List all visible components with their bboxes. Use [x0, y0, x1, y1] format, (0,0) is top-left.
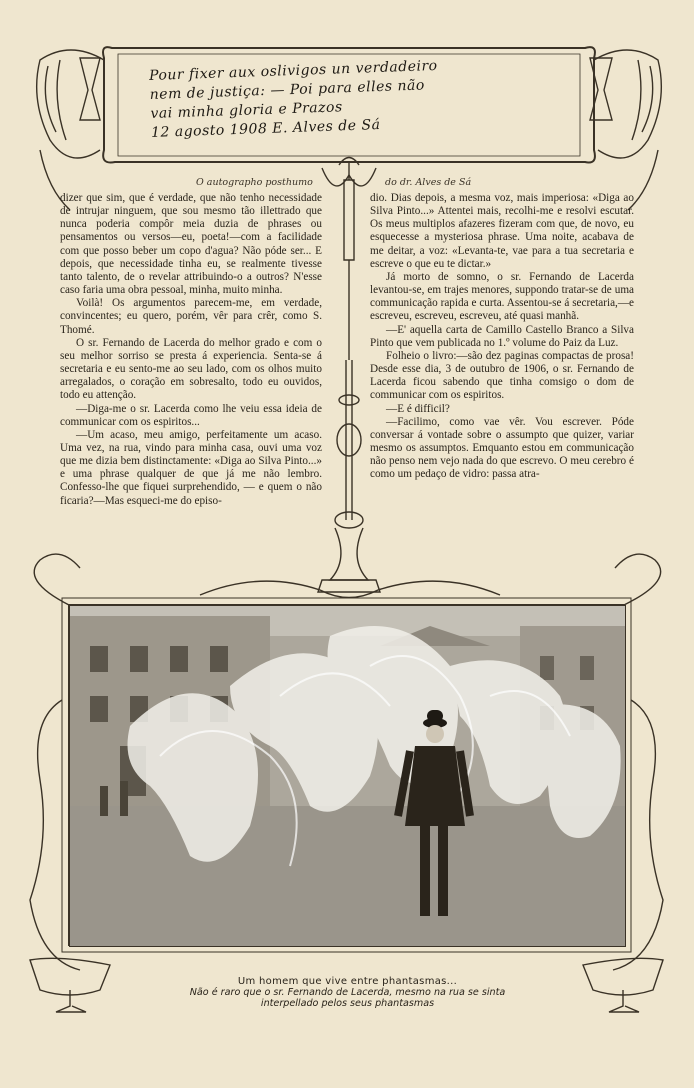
paragraph: —Diga-me o sr. Lacerda como lhe veiu essa ideia de communicar com os espiritos...	[60, 402, 322, 428]
photo-illustration	[70, 606, 625, 946]
paragraph: dizer que sim, que é verdade, que não tenho necessidade de intrujar ninguem, que sou mesmo tão illettrado que nunca poderia compôr meia duzia de phrases ou pensamentos ou versos—eu, poeta!—com a facilidade com que posso beber um copo d'agua? Não póde ser... E depois, que necessidade tinha eu, se realmente tivesse tanto talento, de o revelar attribuindo-o a outros? N'esse caso faria uma obra pessoal, minha, muito minha.	[60, 192, 322, 297]
photo-caption	[120, 976, 575, 1009]
paragraph: Já morto de somno, o sr. Fernando de Lacerda levantou-se, em trajes menores, suppondo tratar-se de uma communicação rapida e curta. Assentou-se á secretaria,—e escreveu, escreveu, escreveu, até quasi manhã.	[370, 270, 634, 323]
paragraph: —Facilimo, como vae vêr. Vou escrever. Póde conversar á vontade sobre o assumpto que quizer, variar mesmo os assumptos. Emquanto estou em communicação não penso nem vejo nada do que escrevo. O meu cerebro é como um pedaço de vidro: passa atra-	[370, 415, 634, 481]
paragraph: Voilà! Os argumentos parecem-me, em verdade, convincentes; eu quero, porém, vêr para crêr, como S. Thomé.	[60, 297, 322, 336]
paragraph: —E' aquella carta de Camillo Castello Branco a Silva Pinto que vem publicada no 1.º volume do Paiz da Luz.	[370, 323, 634, 349]
autograph-line: vai minha gloria e Prazos	[150, 99, 343, 122]
paragraph: Folheio o livro:—são dez paginas compactas de prosa! Desde esse dia, 3 de outubro de 1906, o sr. Fernando de Lacerda ficou sabendo que tinha comsigo o dom de communicar com os espiritos.	[370, 349, 634, 402]
paragraph: —E é difficil?	[386, 402, 450, 415]
paragraph: O sr. Fernando de Lacerda do melhor grado e com o seu melhor sorriso se presta á experiencia. Senta-se á secretaria e eu sento-me ao seu lado, com os olhos muito arregalados, o coração em sobresalto, todo eu ouvidos, todo eu attenção.	[60, 336, 322, 402]
autograph-line: 12 agosto 1908 E. Alves de Sá	[150, 116, 381, 141]
left-hourglass	[80, 58, 100, 120]
autograph-caption-right: do dr. Alves de Sá	[385, 177, 472, 188]
paragraph: dio. Dias depois, a mesma voz, mais imperiosa: «Diga ao Silva Pinto...» Attentei mais, recolhi-me e resolvi escutar. Os meus multiplos afazeres fizeram com que, de novo, eu esquecesse a mysteriosa phrase. Uma noite, acabava de me deitar, a voz: «Levanta-te, vae para a tua secretaria e escreve o que eu te dictar.»	[370, 192, 634, 270]
photo-caption-line: Não é raro que o sr. Fernando de Lacerda, mesmo na rua se sinta	[189, 987, 506, 998]
photo-caption-line: interpellado pelos seus phantasmas	[260, 998, 435, 1009]
right-text-column	[370, 192, 634, 481]
autograph-line: Pour fixer aux oslivigos un verdadeiro	[148, 57, 438, 84]
autograph-caption-left: O autographo posthumo	[196, 177, 313, 188]
street-photograph	[69, 605, 626, 947]
autograph-line: nem de justiça: — Poi para elles não	[149, 77, 426, 103]
handwritten-autograph	[149, 53, 551, 143]
left-text-column	[60, 192, 322, 508]
paragraph: —Um acaso, meu amigo, perfeitamente um acaso. Uma vez, na rua, vindo para minha casa, ouvi uma voz que me dizia bem distinctamente: «Diga ao Silva Pinto...» e uma phrase qualquer de que já me não lembro. Confesso-lhe que fiquei surprehendido, — e quem o não ficaria?—Mas esqueci-me do episo-	[60, 428, 322, 507]
photo-caption-title: Um homem que vive entre phantasmas...	[237, 976, 458, 987]
